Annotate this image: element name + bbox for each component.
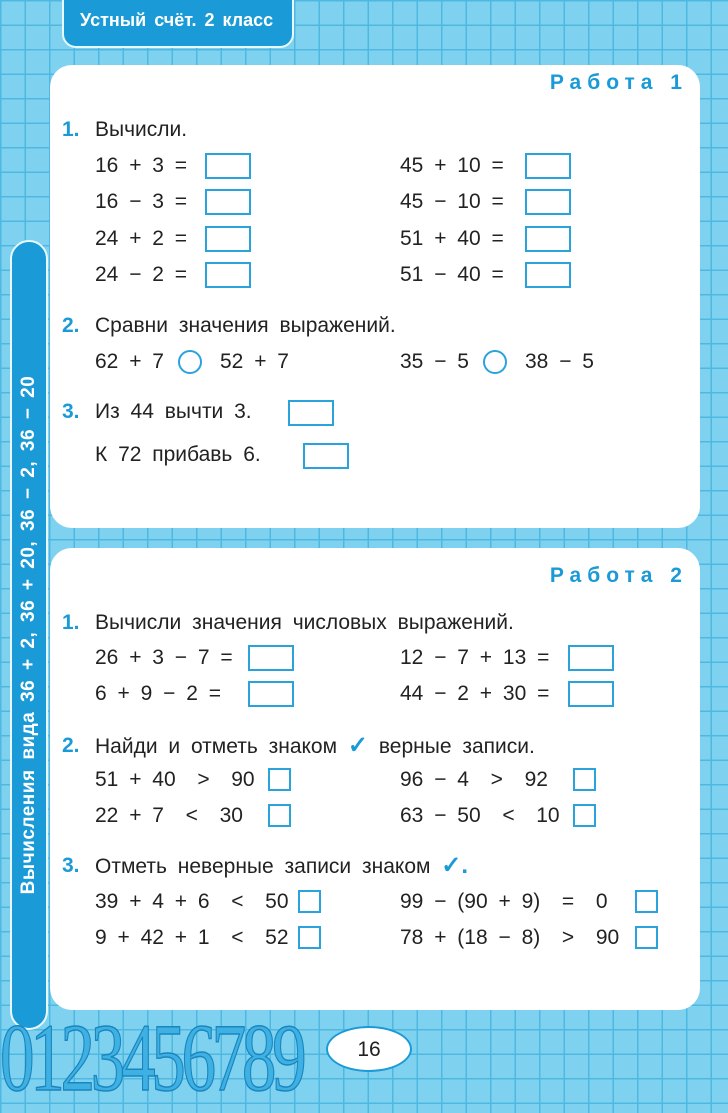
compare-circle[interactable]: [483, 350, 507, 374]
work-title: Работа 2: [549, 564, 688, 587]
checkbox[interactable]: [268, 804, 291, 827]
expression: 24 − 2 =: [95, 263, 188, 286]
task-text: Вычисли значения числовых выражений.: [95, 611, 514, 634]
topic-side-tab: [10, 240, 48, 1030]
expression: 24 + 2 =: [95, 227, 188, 250]
expression: 52 + 7: [220, 350, 289, 373]
check-mark-icon: ✓: [347, 732, 369, 759]
expression: 16 + 3 =: [95, 154, 188, 177]
expression: 45 + 10 =: [400, 154, 504, 177]
checkbox[interactable]: [635, 890, 658, 913]
answer-box[interactable]: [568, 681, 614, 707]
answer-box[interactable]: [248, 645, 294, 671]
expression: 38 − 5: [525, 350, 594, 373]
task-text: Из 44 вычти 3.: [95, 400, 252, 423]
task-text: К 72 прибавь 6.: [95, 443, 261, 466]
statement: 51 + 40 > 90: [95, 768, 255, 791]
task-number: 2.: [62, 734, 80, 757]
answer-box[interactable]: [248, 681, 294, 707]
check-mark-icon: ✓.: [441, 852, 469, 879]
task-text-after: верные записи.: [378, 735, 535, 758]
book-title: Устный счёт. 2 класс: [80, 10, 274, 30]
checkbox[interactable]: [268, 768, 291, 791]
expression: 51 + 40 =: [400, 227, 504, 250]
task-text: Вычисли.: [95, 118, 188, 141]
statement: 39 + 4 + 6 < 50: [95, 890, 289, 913]
answer-box[interactable]: [205, 262, 251, 288]
task-number: 1.: [62, 118, 80, 141]
task-text-label: Отметь неверные записи знаком: [95, 855, 431, 878]
statement: 9 + 42 + 1 < 52: [95, 926, 289, 949]
expression: 51 − 40 =: [400, 263, 504, 286]
statement: 78 + (18 − 8) > 90: [400, 926, 620, 949]
expression: 45 − 10 =: [400, 190, 504, 213]
work-2-card: [50, 548, 700, 1010]
work-title: Работа 1: [549, 71, 688, 94]
task-number: 3.: [62, 854, 80, 877]
work-1-card: [50, 65, 700, 528]
topic-label: Вычисления вида 36 + 2, 36 + 20, 36 − 2, 36 − 20: [18, 375, 39, 895]
answer-box[interactable]: [205, 189, 251, 215]
answer-box[interactable]: [568, 645, 614, 671]
answer-box[interactable]: [205, 226, 251, 252]
book-title-tab: [62, 0, 294, 48]
expression: 62 + 7: [95, 350, 164, 373]
expression: 35 − 5: [400, 350, 469, 373]
task-text: [95, 853, 468, 880]
answer-box[interactable]: [525, 226, 571, 252]
answer-box[interactable]: [525, 189, 571, 215]
task-text: Сравни значения выражений.: [95, 314, 396, 337]
checkbox[interactable]: [298, 926, 321, 949]
expression: 26 + 3 − 7 =: [95, 646, 233, 669]
checkbox[interactable]: [573, 804, 596, 827]
statement: 63 − 50 < 10: [400, 804, 560, 827]
answer-box[interactable]: [303, 443, 349, 469]
task-number: 2.: [62, 314, 80, 337]
answer-box[interactable]: [205, 153, 251, 179]
page-number: 16: [326, 1026, 412, 1072]
expression: 44 − 2 + 30 =: [400, 682, 550, 705]
expression: 6 + 9 − 2 =: [95, 682, 222, 705]
task-text-before: Найди и отметь знаком: [95, 735, 338, 758]
checkbox[interactable]: [298, 890, 321, 913]
checkbox[interactable]: [573, 768, 596, 791]
answer-box[interactable]: [525, 262, 571, 288]
task-number: 3.: [62, 400, 80, 423]
answer-box[interactable]: [288, 400, 334, 426]
task-number: 1.: [62, 611, 80, 634]
checkbox[interactable]: [635, 926, 658, 949]
expression: 12 − 7 + 13 =: [400, 646, 550, 669]
expression: 16 − 3 =: [95, 190, 188, 213]
decorative-digits: 0123456789: [0, 1004, 303, 1111]
answer-box[interactable]: [525, 153, 571, 179]
task-text: [95, 733, 535, 760]
statement: 99 − (90 + 9) = 0: [400, 890, 608, 913]
compare-circle[interactable]: [178, 350, 202, 374]
statement: 22 + 7 < 30: [95, 804, 243, 827]
statement: 96 − 4 > 92: [400, 768, 548, 791]
